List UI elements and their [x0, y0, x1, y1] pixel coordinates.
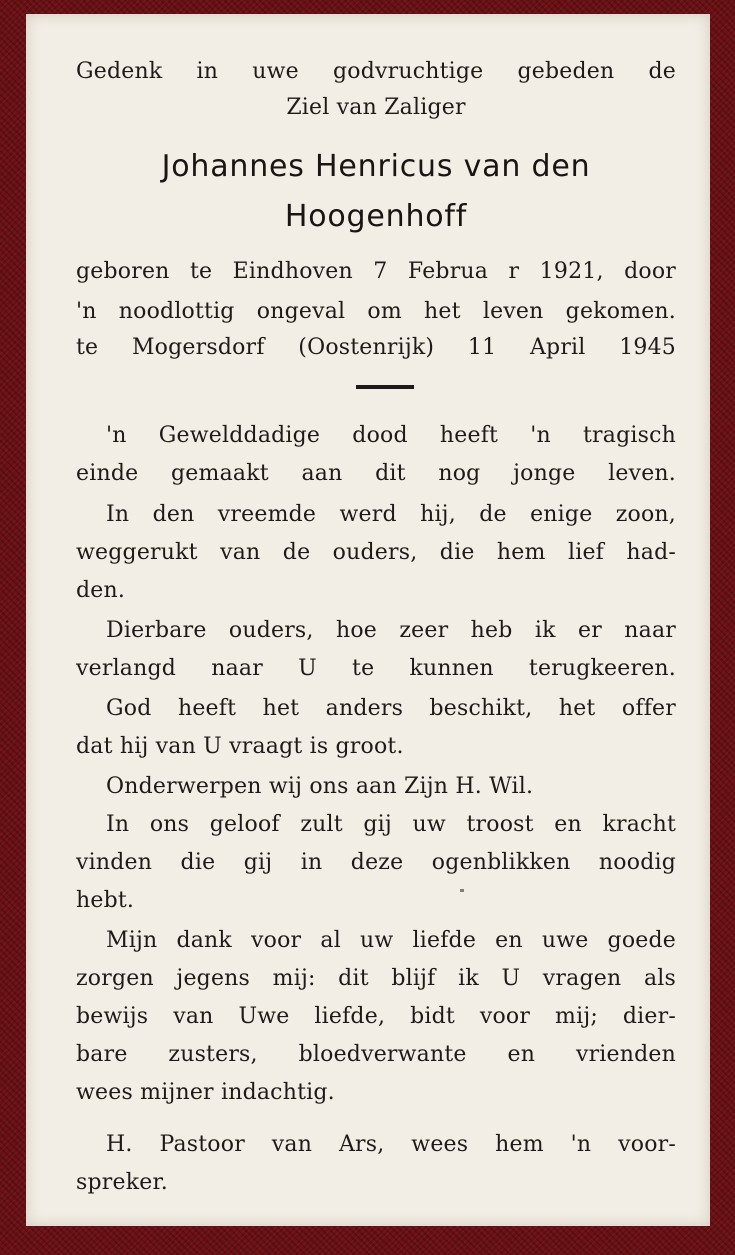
death-cause-line: 'n noodlottig ongeval om het leven gekomen.	[76, 299, 676, 324]
deceased-name-line-1: Johannes Henricus van den	[161, 149, 591, 184]
memorial-card	[26, 14, 710, 1226]
verse-line: wees mijner indachtig.	[76, 1080, 335, 1105]
verse-line: spreker.	[76, 1170, 168, 1195]
verse-line: zorgen jegens mij: dit blijf ik U vragen als	[76, 966, 676, 991]
death-place-date-line: te Mogersdorf (Oostenrijk) 11 April 1945	[76, 335, 676, 360]
verse-line: weggerukt van de ouders, die hem lief had-	[76, 540, 676, 565]
verse-line: In ons geloof zult gij uw troost en kracht	[106, 812, 676, 837]
verse-line: vinden die gij in deze ogenblikken noodig	[76, 850, 676, 875]
verse-line: H. Pastoor van Ars, wees hem 'n voor-	[106, 1132, 676, 1157]
verse-line: 'n Gewelddadige dood heeft 'n tragisch	[106, 423, 676, 448]
verse-line: bewijs van Uwe liefde, bidt voor mij; dier-	[76, 1004, 676, 1029]
verse-line: Mijn dank voor al uw liefde en uwe goede	[106, 928, 676, 953]
deceased-name-line-2: Hoogenhoff	[284, 199, 468, 234]
verse-line: God heeft het anders beschikt, het offer	[106, 696, 676, 721]
verse-line: bare zusters, bloedverwante en vrienden	[76, 1042, 676, 1067]
verse-line: hebt.	[76, 888, 135, 913]
verse-line: den.	[76, 578, 126, 603]
birth-details-line: geboren te Eindhoven 7 Februa r 1921, door	[76, 259, 676, 284]
paper-speck	[460, 889, 464, 892]
verse-line: Dierbare ouders, hoe zeer heb ik er naar	[106, 618, 676, 643]
verse-line: Onderwerpen wij ons aan Zijn H. Wil.	[106, 774, 534, 799]
verse-line: verlangd naar U te kunnen terugkeeren.	[76, 656, 676, 681]
verse-line: einde gemaakt aan dit nog jonge leven.	[76, 461, 676, 486]
remembrance-line-1: Gedenk in uwe godvruchtige gebeden de	[76, 59, 676, 84]
verse-line: In den vreemde werd hij, de enige zoon,	[106, 502, 676, 527]
remembrance-line-2: Ziel van Zaliger	[286, 95, 466, 120]
divider-rule	[356, 385, 414, 389]
verse-line: dat hij van U vraagt is groot.	[76, 734, 404, 759]
